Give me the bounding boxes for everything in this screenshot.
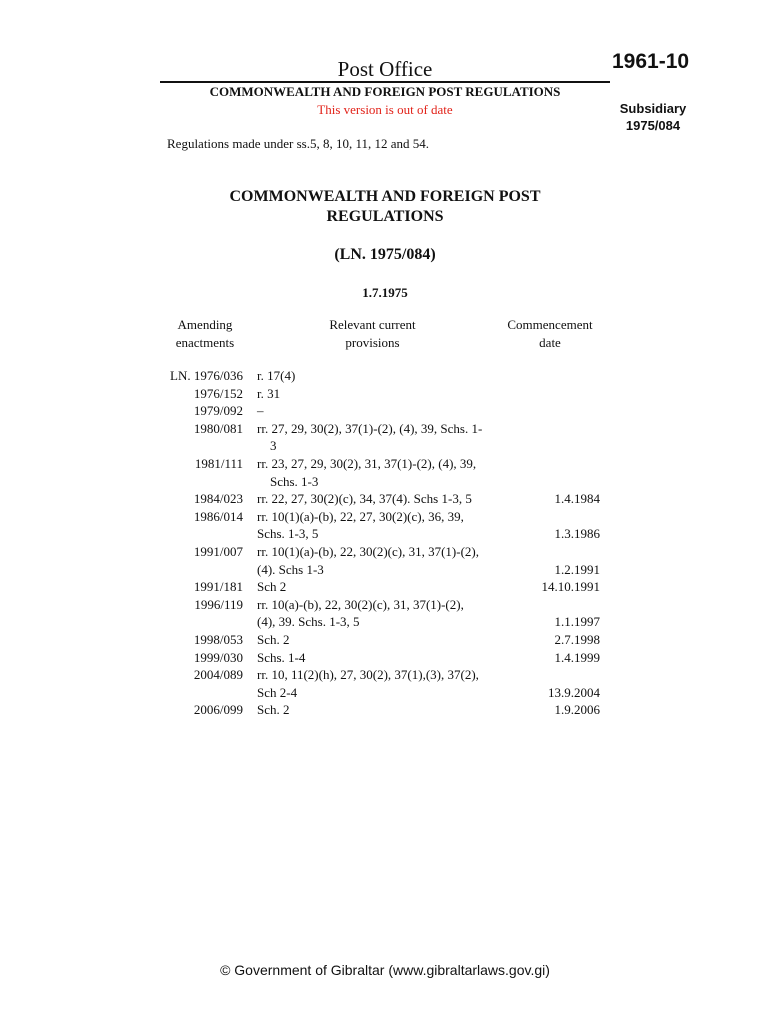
- amending-enactment-cell: 1991/181: [193, 579, 243, 595]
- commencement-date-cell: [509, 420, 600, 438]
- commencement-date-cell: [509, 596, 600, 614]
- table-row: [140, 420, 600, 438]
- provisions-cell: (4), 39. Schs. 1-3, 5: [257, 614, 360, 630]
- table-row: [140, 525, 600, 543]
- commencement-date-cell: 1.1.1997: [554, 614, 600, 630]
- amending-enactment-cell-continuation: [140, 613, 243, 631]
- amending-enactment-cell-continuation: [140, 437, 243, 455]
- legal-notice-number: (LN. 1975/084): [334, 246, 436, 263]
- provisions-cell: rr. 22, 27, 30(2)(c), 34, 37(4). Schs 1-3, 5: [257, 491, 472, 507]
- amending-enactment-cell: 1996/119: [194, 596, 243, 612]
- column-header-amending-line-1: Amending: [177, 317, 233, 332]
- table-row: [140, 631, 600, 649]
- provisions-cell: rr. 10(a)-(b), 22, 30(2)(c), 31, 37(1)-(2),: [257, 596, 464, 612]
- commencement-date-cell: 1.2.1991: [554, 561, 600, 577]
- table-row: [140, 402, 600, 420]
- commencement-date-cell: 14.10.1991: [541, 579, 600, 595]
- amending-enactment-cell: 1984/023: [193, 491, 243, 507]
- table-row: [140, 385, 600, 403]
- provisions-cell: r. 17(4): [257, 368, 296, 383]
- column-header-relevant: [300, 316, 445, 352]
- amending-enactment-cell: 1999/030: [193, 649, 243, 665]
- provisions-cell: rr. 27, 29, 30(2), 37(1)-(2), (4), 39, Schs. 1-: [257, 420, 483, 436]
- commencement-date-cell: [509, 437, 600, 455]
- column-header-relevant-line-2: provisions: [345, 335, 400, 350]
- amending-enactment-cell: 1981/111: [194, 455, 243, 471]
- table-row: [140, 508, 600, 526]
- amending-enactment-cell: 1976/152: [193, 385, 243, 401]
- provisions-cell: rr. 23, 27, 29, 30(2), 31, 37(1)-(2), (4), 39,: [257, 455, 477, 471]
- table-row: [140, 473, 600, 491]
- table-row: [140, 649, 600, 667]
- column-header-amending-line-2: enactments: [175, 335, 235, 350]
- commencement-date-cell: [509, 473, 600, 491]
- provisions-cell: rr. 10(1)(a)-(b), 22, 27, 30(2)(c), 36, 39,: [257, 508, 464, 524]
- main-title-line-2: REGULATIONS: [326, 208, 444, 225]
- amending-enactment-cell: 2006/099: [193, 702, 243, 718]
- column-header-amending: [165, 316, 245, 352]
- commencement-date-cell: [509, 367, 600, 385]
- amending-enactment-cell-continuation: [140, 561, 243, 579]
- table-row: [140, 367, 600, 385]
- provisions-cell: Schs. 1-4: [257, 649, 306, 665]
- column-header-commencement: [495, 316, 605, 352]
- table-row: [140, 666, 600, 684]
- provisions-cell: r. 31: [257, 385, 281, 401]
- commencement-date-cell: 13.9.2004: [548, 684, 600, 700]
- amending-enactment-cell: 1980/081: [193, 420, 243, 436]
- amending-enactment-cell-continuation: [140, 684, 243, 702]
- provisions-cell: (4). Schs 1-3: [257, 561, 324, 577]
- commencement-date-cell: [509, 385, 600, 403]
- amending-enactment-cell-continuation: [140, 473, 243, 491]
- out-of-date-notice[interactable]: This version is out of date: [317, 102, 453, 117]
- provisions-cell: 3: [257, 438, 277, 454]
- table-row: [140, 490, 600, 508]
- commencement-date-cell: [509, 455, 600, 473]
- provisions-cell: –: [257, 403, 264, 419]
- table-row: [140, 543, 600, 561]
- commencement-date-cell: [509, 402, 600, 420]
- regulations-heading: COMMONWEALTH AND FOREIGN POST REGULATIONS: [209, 84, 561, 99]
- page-header-title: Post Office: [337, 57, 433, 81]
- footer-copyright[interactable]: © Government of Gibraltar (www.gibraltarlaws.gov.gi): [220, 962, 550, 978]
- header-rule: [160, 81, 610, 83]
- column-header-commencement-line-2: date: [539, 335, 561, 350]
- table-row: [140, 455, 600, 473]
- provisions-cell: Sch. 2: [257, 631, 290, 647]
- commencement-date-cell: 1.9.2006: [554, 702, 600, 718]
- amending-enactment-cell: 2004/089: [193, 667, 243, 683]
- commencement-date-cell: 2.7.1998: [554, 631, 600, 647]
- table-row: [140, 578, 600, 596]
- amending-enactment-cell: 1986/014: [193, 508, 243, 524]
- commencement-date: 1.7.1975: [362, 285, 408, 300]
- table-row: [140, 701, 600, 719]
- column-header-relevant-line-1: Relevant current: [329, 317, 416, 332]
- column-header-commencement-line-1: Commencement: [507, 317, 593, 332]
- commencement-date-cell: [509, 666, 600, 684]
- enabling-provisions: Regulations made under ss.5, 8, 10, 11, 12 and 54.: [167, 136, 430, 151]
- commencement-date-cell: 1.4.1999: [554, 649, 600, 665]
- main-title-line-1: COMMONWEALTH AND FOREIGN POST: [229, 188, 541, 205]
- table-row: [140, 613, 600, 631]
- provisions-cell: Schs. 1-3: [257, 473, 319, 489]
- provisions-cell: rr. 10, 11(2)(h), 27, 30(2), 37(1),(3), 37(2),: [257, 667, 479, 683]
- provisions-cell: Sch 2-4: [257, 684, 298, 700]
- subsidiary-number: 1975/084: [625, 118, 681, 133]
- provisions-cell: Sch. 2: [257, 702, 290, 718]
- provisions-cell: rr. 10(1)(a)-(b), 22, 30(2)(c), 31, 37(1)-(2),: [257, 543, 479, 559]
- amending-enactment-cell: LN. 1976/036: [170, 368, 243, 383]
- commencement-date-cell: [509, 543, 600, 561]
- commencement-date-cell: 1.4.1984: [554, 491, 600, 507]
- table-row: [140, 596, 600, 614]
- table-row: [140, 437, 600, 455]
- amending-enactment-cell: 1998/053: [193, 631, 243, 647]
- amending-enactment-cell: 1991/007: [193, 543, 243, 559]
- commencement-date-cell: [509, 508, 600, 526]
- amending-enactment-cell-continuation: [140, 525, 243, 543]
- chapter-number: 1961-10: [612, 50, 690, 73]
- amendments-table: [140, 367, 600, 719]
- table-row: [140, 561, 600, 579]
- provisions-cell: Schs. 1-3, 5: [257, 526, 319, 542]
- commencement-date-cell: 1.3.1986: [554, 526, 600, 542]
- provisions-cell: Sch 2: [257, 579, 287, 595]
- table-row: [140, 684, 600, 702]
- subsidiary-label: Subsidiary: [619, 101, 687, 116]
- amending-enactment-cell: 1979/092: [193, 403, 243, 419]
